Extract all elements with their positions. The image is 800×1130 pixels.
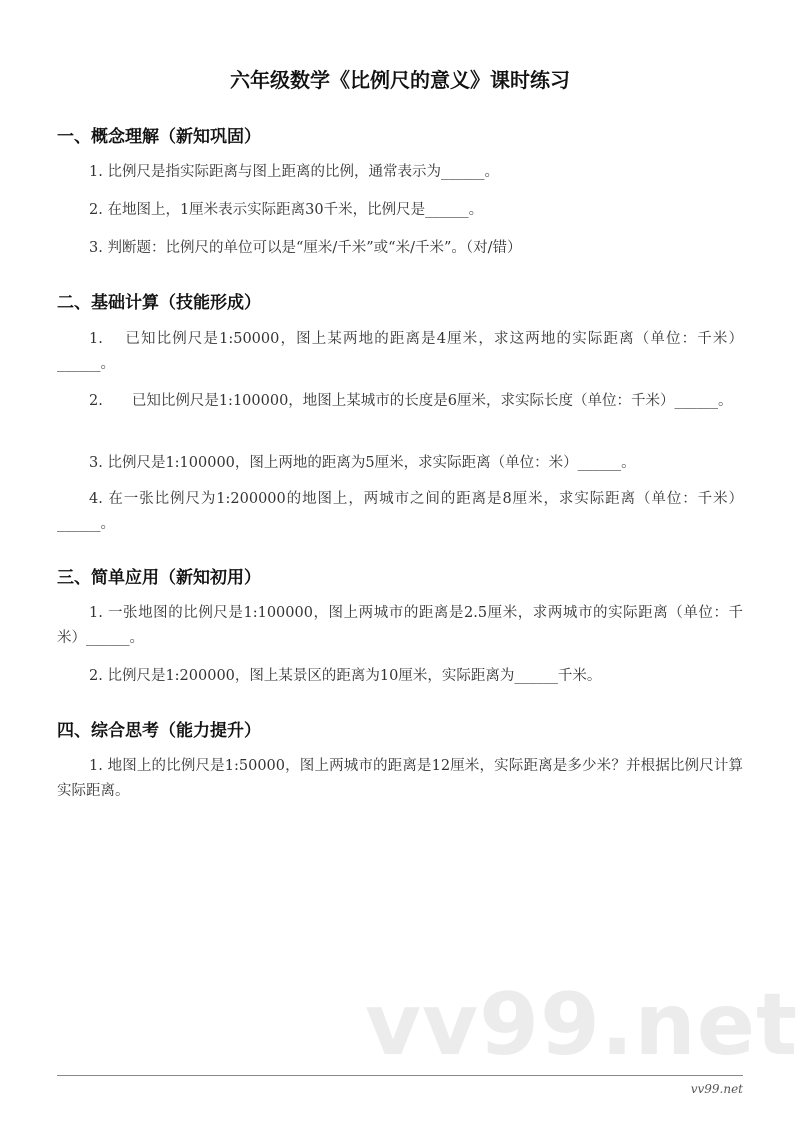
question-1-1: 1. 比例尺是指实际距离与图上距离的比例，通常表示为______。 xyxy=(89,164,499,180)
section-heading-3: 三、简单应用（新知初用） xyxy=(57,568,261,588)
section-heading-4: 四、综合思考（能力提升） xyxy=(57,721,261,741)
question-2-4: 4. 在一张比例尺为1:200000的地图上，两城市之间的距离是8厘米，求实际距离（单位：千米）______。 xyxy=(57,491,743,532)
question-2-3: 3. 比例尺是1:100000，图上两地的距离为5厘米，求实际距离（单位：米）______。 xyxy=(89,455,636,471)
section-heading-2: 二、基础计算（技能形成） xyxy=(57,293,261,313)
footer-divider xyxy=(57,1075,743,1076)
document-title: 六年级数学《比例尺的意义》课时练习 xyxy=(230,68,570,92)
question-3-1: 1. 一张地图的比例尺是1:100000，图上两城市的距离是2.5厘米，求两城市的实际距离（单位：千米）______。 xyxy=(57,605,743,646)
question-2-1: 1. 已知比例尺是1:50000，图上某两地的距离是4厘米，求这两地的实际距离（单位：千米）______。 xyxy=(57,331,743,372)
question-1-3: 3. 判断题：比例尺的单位可以是“厘米/千米”或“米/千米”。（对/错） xyxy=(89,240,522,256)
question-3-2: 2. 比例尺是1:200000，图上某景区的距离为10厘米，实际距离为______千米。 xyxy=(89,668,602,684)
question-4-1: 1. 地图上的比例尺是1:50000，图上两城市的距离是12厘米，实际距离是多少米？并根据比例尺计算实际距离。 xyxy=(57,758,743,799)
section-heading-1: 一、概念理解（新知巩固） xyxy=(57,127,261,147)
question-2-2: 2. 已知比例尺是1:100000，地图上某城市的长度是6厘米，求实际长度（单位：千米）______。 xyxy=(89,393,733,409)
question-1-2: 2. 在地图上，1厘米表示实际距离30千米，比例尺是______。 xyxy=(89,202,484,218)
watermark: vv99.net xyxy=(365,975,799,1075)
footer-site: vv99.net xyxy=(690,1082,743,1096)
